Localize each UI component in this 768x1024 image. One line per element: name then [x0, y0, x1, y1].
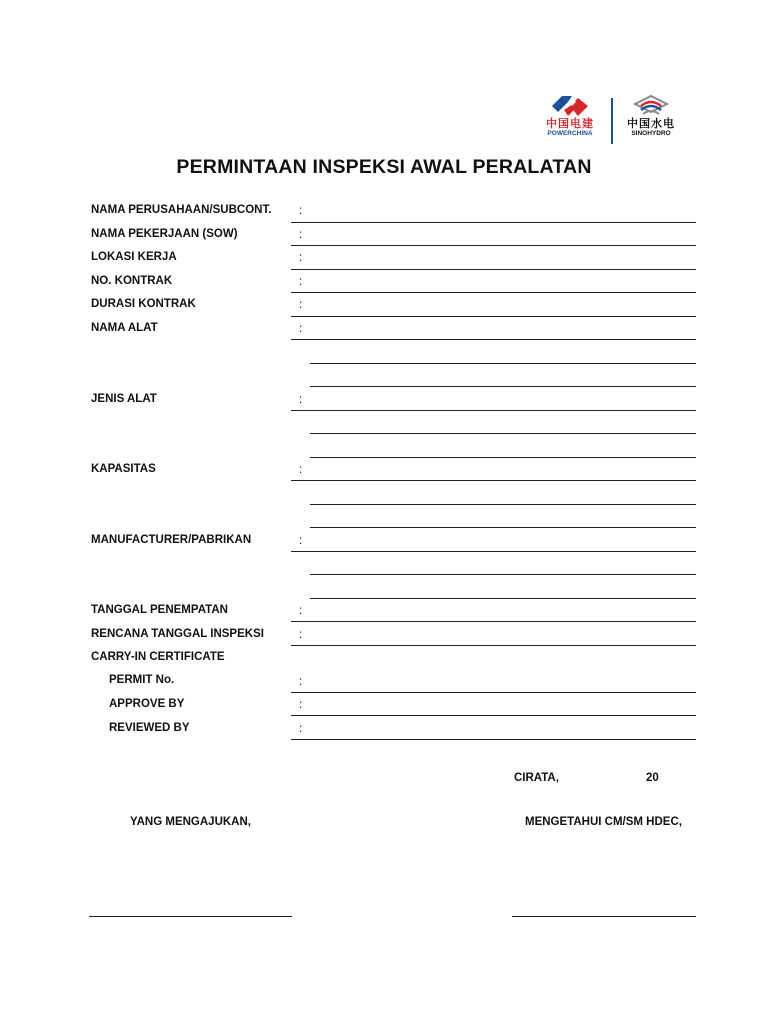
input-line-manufacturer[interactable]: [291, 551, 696, 552]
input-line-tool-name[interactable]: [291, 339, 696, 340]
label-location: LOKASI KERJA: [91, 251, 177, 263]
label-capacity: KAPASITAS: [91, 463, 156, 475]
input-line-capacity[interactable]: [291, 480, 696, 481]
input-line-tool-type-2[interactable]: [310, 433, 696, 434]
input-line-company[interactable]: [291, 222, 696, 223]
label-company: NAMA PERUSAHAAN/SUBCONT.: [91, 204, 272, 216]
input-line-inspection-plan[interactable]: [291, 645, 696, 646]
label-job: NAMA PEKERJAAN (SOW): [91, 228, 238, 240]
powerchina-logo: [538, 94, 602, 144]
input-line-job[interactable]: [291, 245, 696, 246]
colon: :: [299, 723, 303, 735]
applicant-label: YANG MENGAJUKAN,: [130, 816, 251, 828]
sinohydro-logo: [618, 94, 684, 144]
colon: :: [299, 535, 303, 547]
page-title: PERMINTAAN INSPEKSI AWAL PERALATAN: [176, 156, 592, 178]
powerchina-cn-text: 中国电建: [546, 118, 594, 130]
label-tool-type: JENIS ALAT: [91, 393, 157, 405]
label-contract-no: NO. KONTRAK: [91, 275, 173, 287]
input-line-contract-no[interactable]: [291, 292, 696, 293]
input-line-reviewed-by[interactable]: [291, 739, 696, 740]
signature-line-applicant[interactable]: [89, 916, 292, 917]
input-line-approve-by[interactable]: [291, 715, 696, 716]
colon: :: [299, 605, 303, 617]
colon: :: [299, 323, 303, 335]
colon: :: [299, 205, 303, 217]
label-permit-no: PERMIT No.: [109, 674, 175, 686]
colon: :: [299, 299, 303, 311]
input-line-placement-date[interactable]: [291, 621, 696, 622]
year-label: 20: [646, 772, 659, 784]
acknowledged-label: MENGETAHUI CM/SM HDEC,: [525, 816, 682, 828]
colon: :: [299, 629, 303, 641]
input-line-manufacturer-3[interactable]: [310, 598, 696, 599]
input-line-manufacturer-2[interactable]: [310, 574, 696, 575]
colon: :: [299, 464, 303, 476]
colon: :: [299, 699, 303, 711]
colon: :: [299, 252, 303, 264]
header-logos: [538, 94, 683, 144]
input-line-tool-name-3[interactable]: [310, 386, 696, 387]
place-label: CIRATA,: [514, 772, 559, 784]
powerchina-en-text: POWERCHINA: [547, 130, 593, 137]
sinohydro-emblem-icon: [631, 94, 671, 118]
colon: :: [299, 229, 303, 241]
input-line-capacity-2[interactable]: [310, 504, 696, 505]
input-line-tool-type-3[interactable]: [310, 457, 696, 458]
label-placement-date: TANGGAL PENEMPATAN: [91, 604, 228, 616]
logo-divider: [611, 98, 613, 144]
colon: :: [299, 394, 303, 406]
colon: :: [299, 676, 303, 688]
input-line-permit-no[interactable]: [291, 692, 696, 693]
colon: :: [299, 276, 303, 288]
input-line-tool-name-2[interactable]: [310, 363, 696, 364]
input-line-capacity-3[interactable]: [310, 527, 696, 528]
input-line-tool-type[interactable]: [291, 410, 696, 411]
signature-line-acknowledged[interactable]: [512, 916, 696, 917]
sinohydro-cn-text: 中国水电: [627, 118, 675, 130]
label-approve-by: APPROVE BY: [109, 698, 185, 710]
sinohydro-en-text: SINOHYDRO: [631, 130, 671, 137]
label-inspection-plan: RENCANA TANGGAL INSPEKSI: [91, 628, 264, 640]
input-line-contract-duration[interactable]: [291, 316, 696, 317]
powerchina-emblem-icon: [548, 94, 592, 118]
label-reviewed-by: REVIEWED BY: [109, 722, 190, 734]
input-line-location[interactable]: [291, 269, 696, 270]
label-contract-duration: DURASI KONTRAK: [91, 298, 196, 310]
label-carry-in: CARRY-IN CERTIFICATE: [91, 651, 225, 663]
label-manufacturer: MANUFACTURER/PABRIKAN: [91, 534, 252, 546]
label-tool-name: NAMA ALAT: [91, 322, 158, 334]
